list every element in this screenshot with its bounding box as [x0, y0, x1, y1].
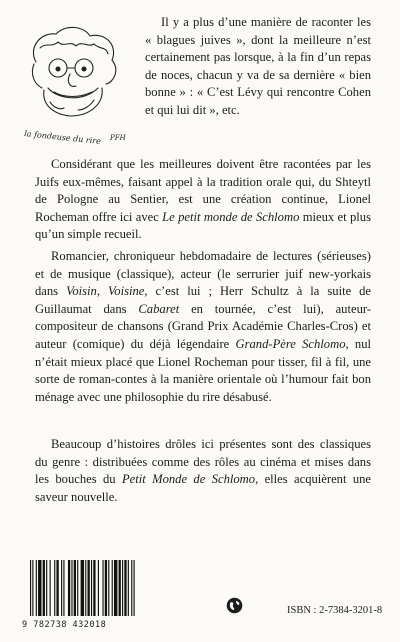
work-title: Voisin, Voisine	[66, 284, 145, 299]
globe-icon	[226, 597, 243, 614]
sketch-caption: la fondeuse du rire	[23, 129, 102, 146]
barcode-digits: 9 782738 432018	[22, 620, 107, 630]
paragraph-text: Beaucoup d’histoires drôles ici présentes sont des classiques du genre : distribuées comme des rôles au cinéma et mises dans les bouches du	[35, 437, 371, 487]
description-paragraph	[35, 156, 371, 244]
work-title: Grand-Père Schlomo	[235, 336, 346, 351]
paragraph-text: , c’est lui ; Herr Schultz à la suite de Guillaumat dans	[35, 284, 372, 316]
paragraph-text: en tournée, c’est lui), auteur-compositeur de chansons (Grand Prix Académie Charles-Cros) et auteur (comique) du déjà légendaire	[35, 301, 371, 351]
paragraph-text: mieux et plus qu’un simple recueil.	[35, 209, 371, 242]
work-title: Cabaret	[138, 301, 180, 316]
paragraph-text: , elles acquièrent une saveur nouvelle.	[35, 472, 372, 504]
paragraph-text: , nul n’était mieux placé que Lionel Rocheman pour tisser, fil à fil, une sorte de roman-contes à la manière orientale où l’humour fait bon ménage avec une philosophie du rire désabusé.	[35, 336, 371, 404]
author-biography-paragraph	[35, 248, 371, 406]
barcode	[22, 560, 172, 630]
sketch-initials: PFH	[110, 134, 126, 142]
book-title: Le petit monde de Schlomo	[162, 209, 300, 224]
closing-paragraph	[35, 436, 371, 506]
paragraph-text: Romancier, chroniqueur hebdomadaire de lectures (sérieuses) et de musique (classique), acteur (le serrurier juif new-yorkais dans	[35, 249, 371, 299]
intro-paragraph: Il y a plus d’une manière de raconter les « blagues juives », dont la meilleure n’est certainement pas lorsque, à la fin d’un repas de noces, chacun y va de sa dernière « bien bonne » : « C’est Lévy qui rencontre Cohen et qui lui dit », etc.	[145, 15, 371, 117]
barcode-bars	[22, 560, 172, 618]
book-title: Petit Monde de Schlomo	[121, 472, 256, 487]
paragraph-text: Considérant que les meilleures doivent être racontées par les Juifs eux-mêmes, faisant appel à la tradition orale qui, du Shteytl de Pologne au Sentier, est une création continue, Lionel Rocheman offre ici avec	[35, 157, 371, 224]
isbn-label: ISBN : 2-7384-3201-8	[287, 605, 383, 616]
caricature-drawing	[14, 18, 132, 146]
caricature-sketch	[14, 18, 132, 146]
